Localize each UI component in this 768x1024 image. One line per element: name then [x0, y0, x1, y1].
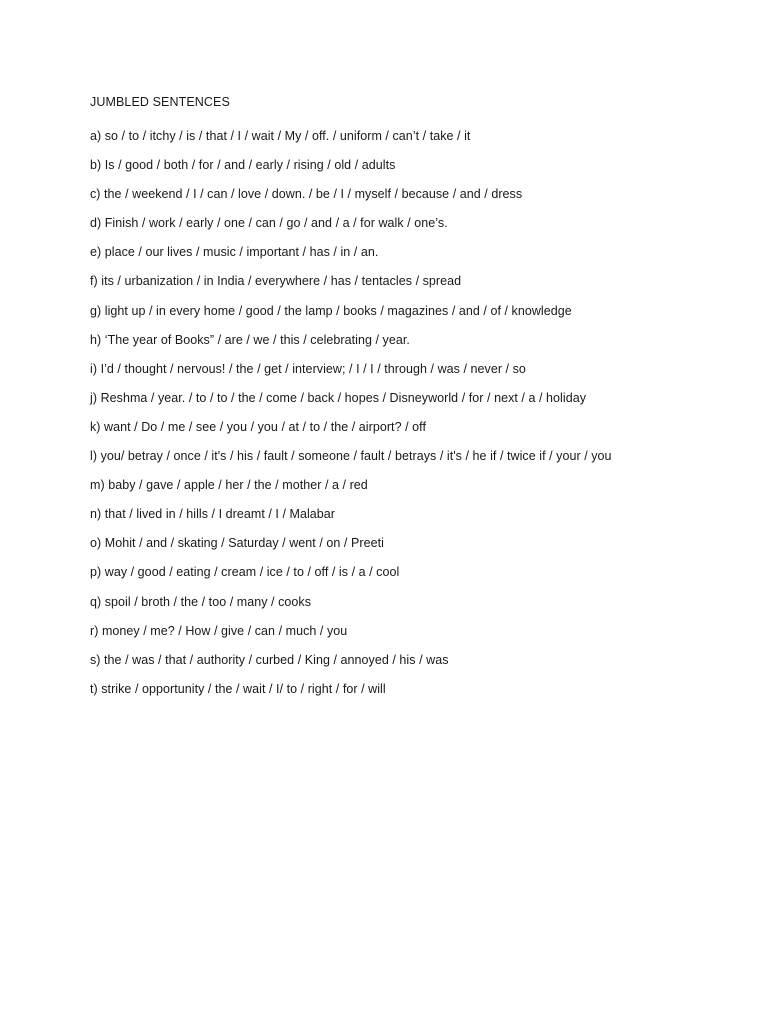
sentence-item: e) place / our lives / music / important / has / in / an.: [90, 245, 379, 260]
sentence-item: h) ‘The year of Books” / are / we / this / celebrating / year.: [90, 332, 410, 347]
sentence-item: m) baby / gave / apple / her / the / mother / a / red: [90, 478, 368, 493]
document-page: [90, 93, 730, 704]
sentence-item: i) I’d / thought / nervous! / the / get / interview; / I / I / through / was / never / so: [90, 361, 526, 376]
sentence-item: s) the / was / that / authority / curbed / King / annoyed / his / was: [90, 652, 449, 667]
sentence-item: c) the / weekend / I / can / love / down. / be / I / myself / because / and / dress: [90, 187, 523, 202]
sentence-item: n) that / lived in / hills / I dreamt / I / Malabar: [90, 507, 336, 522]
sentence-item: t) strike / opportunity / the / wait / I/ to / right / for / will: [90, 681, 386, 696]
sentence-item: d) Finish / work / early / one / can / go / and / a / for walk / one’s.: [90, 216, 448, 231]
sentence-item: j) Reshma / year. / to / to / the / come / back / hopes / Disneyworld / for / next / a / holiday: [90, 390, 586, 405]
sentence-item: p) way / good / eating / cream / ice / to / off / is / a / cool: [90, 565, 400, 580]
sentence-item: l) you/ betray / once / it's / his / fault / someone / fault / betrays / it's / he if / twice if / your / you: [90, 449, 612, 464]
sentence-list: [90, 122, 730, 704]
document-title: JUMBLED SENTENCES: [90, 95, 230, 109]
sentence-item: q) spoil / broth / the / too / many / cooks: [90, 594, 312, 609]
sentence-item: o) Mohit / and / skating / Saturday / went / on / Preeti: [90, 536, 384, 551]
sentence-item: b) Is / good / both / for / and / early / rising / old / adults: [90, 158, 396, 173]
sentence-item: g) light up / in every home / good / the lamp / books / magazines / and / of / knowledge: [90, 303, 572, 318]
sentence-item: a) so / to / itchy / is / that / I / wait / My / off. / uniform / can’t / take / it: [90, 129, 471, 143]
sentence-item: k) want / Do / me / see / you / you / at / to / the / airport? / off: [90, 419, 426, 434]
sentence-item: r) money / me? / How / give / can / much / you: [90, 623, 348, 638]
sentence-item: f) its / urbanization / in India / everywhere / has / tentacles / spread: [90, 274, 462, 289]
